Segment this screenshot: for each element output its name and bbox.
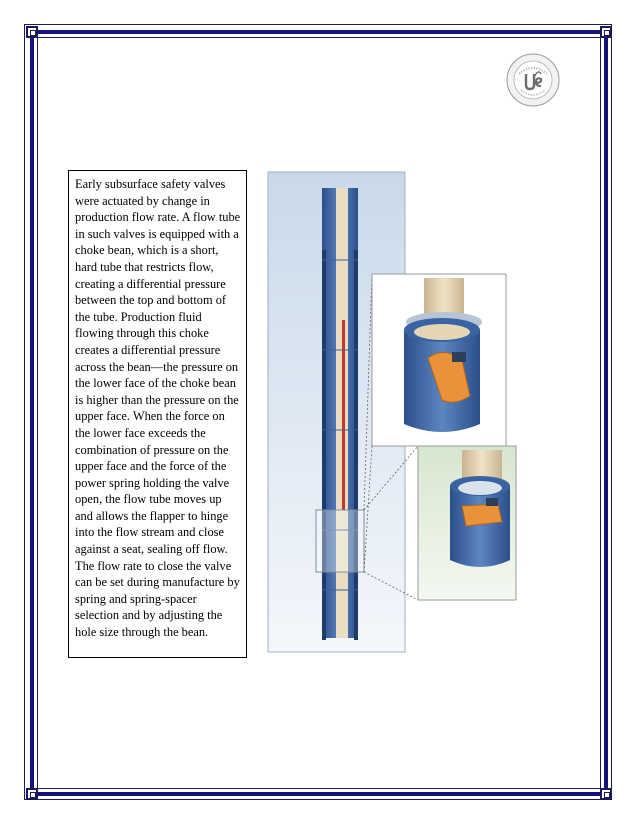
description-text-box	[68, 170, 247, 658]
body-paragraph: Early subsurface safety valves were actuated by change in production flow rate. A flow tube in such valves is equipped with a choke bean, which is a short, hard tube that restricts flow, creating a differential pressure between the top and bottom of the tube. Production fluid flowing through this choke creates a differential pressure across the bean—the pressure on the lower face of the choke bean is higher than the pressure on the upper face. When the force on the lower face exceeds the combination of pressure on the upper face and the force of the power spring holding the valve open, the flow tube moves up and allows the flapper to hinge into the flow stream and close against a seat, sealing off flow. The flow rate to close the valve can be set during manufacture by spring and spring-spacer selection and by adjusting the hole size through the bean.	[75, 177, 241, 640]
border-corner-ornament	[26, 788, 38, 800]
border-corner-ornament	[26, 26, 38, 38]
border-corner-ornament	[600, 26, 612, 38]
border-corner-ornament	[600, 788, 612, 800]
university-seal-icon	[505, 52, 561, 108]
subsurface-safety-valve-cutaway-icon	[266, 170, 520, 654]
